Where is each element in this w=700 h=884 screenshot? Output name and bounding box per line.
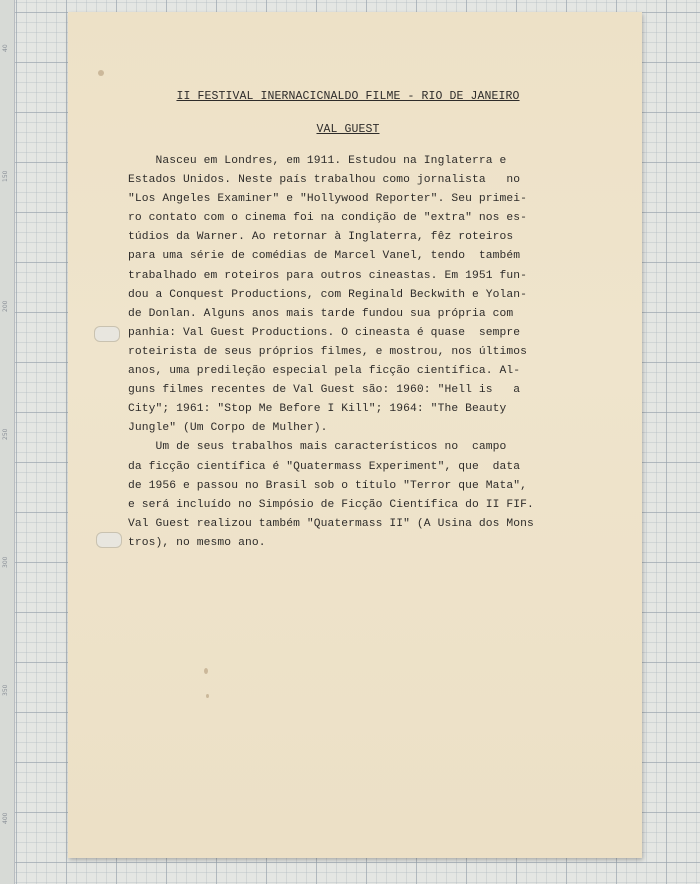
text-line: Val Guest realizou também "Quatermass II" (A Usina dos Mons	[128, 517, 534, 530]
document-subheading: VAL GUEST	[316, 123, 380, 136]
ruler-mark: 40	[2, 44, 9, 52]
text-line: tros), no mesmo ano.	[128, 536, 266, 549]
ruler-mark: 350	[2, 684, 9, 696]
ruler-mark: 200	[2, 300, 9, 312]
text-line: Nasceu em Londres, em 1911. Estudou na Inglaterra e	[128, 155, 507, 167]
text-line: de 1956 e passou no Brasil sob o título "Terror que Mata",	[128, 479, 527, 492]
document-heading: II FESTIVAL INERNACICNALDO FILME - RIO DE JANEIRO	[176, 90, 520, 103]
ruler-mark: 400	[2, 812, 9, 824]
text-line: trabalhado em roteiros para outros cineastas. Em 1951 fun-	[128, 269, 527, 282]
text-line: guns filmes recentes de Val Guest são: 1960: "Hell is a	[128, 384, 521, 397]
stain-spot	[206, 694, 209, 698]
text-line: anos, uma predileção especial pela ficção científica. Al-	[128, 365, 521, 378]
text-line: City"; 1961: "Stop Me Before I Kill"; 1964: "The Beauty	[128, 403, 507, 416]
paragraph-2	[128, 438, 568, 553]
text-line: para uma série de comédias de Marcel Vanel, tendo também	[128, 250, 521, 263]
punch-hole-bottom	[96, 532, 122, 548]
text-line: dou a Conquest Productions, com Reginald Beckwith e Yolan-	[128, 288, 527, 301]
text-line: Jungle" (Um Corpo de Mulher).	[128, 422, 328, 435]
ruler-mark: 250	[2, 428, 9, 440]
text-line: ro contato com o cinema foi na condição de "extra" nos es-	[128, 212, 527, 225]
stain-spot	[204, 668, 208, 674]
text-line: roteirista de seus próprios filmes, e mostrou, nos últimos	[128, 345, 527, 358]
text-line: Um de seus trabalhos mais característicos no campo	[128, 441, 507, 454]
text-line: e será incluído no Simpósio de Ficção Científica do II FIF.	[128, 498, 534, 511]
text-line: Estados Unidos. Neste país trabalhou como jornalista no	[128, 174, 521, 187]
stain-spot	[98, 70, 104, 76]
typewritten-document	[128, 90, 568, 553]
text-line: de Donlan. Alguns anos mais tarde fundou sua própria com	[128, 307, 514, 320]
text-line: túdios da Warner. Ao retornar à Inglaterra, fêz roteiros	[128, 231, 514, 244]
text-line: panhia: Val Guest Productions. O cineasta é quase sempre	[128, 326, 521, 339]
ruler-mark: 150	[2, 170, 9, 182]
text-line: "Los Angeles Examiner" e "Hollywood Reporter". Seu primei-	[128, 193, 527, 206]
text-line: da ficção científica é "Quatermass Experiment", que data	[128, 460, 521, 473]
paragraph-1	[128, 152, 568, 438]
side-ruler	[0, 0, 15, 884]
punch-hole-top	[94, 326, 120, 342]
ruler-mark: 300	[2, 556, 9, 568]
